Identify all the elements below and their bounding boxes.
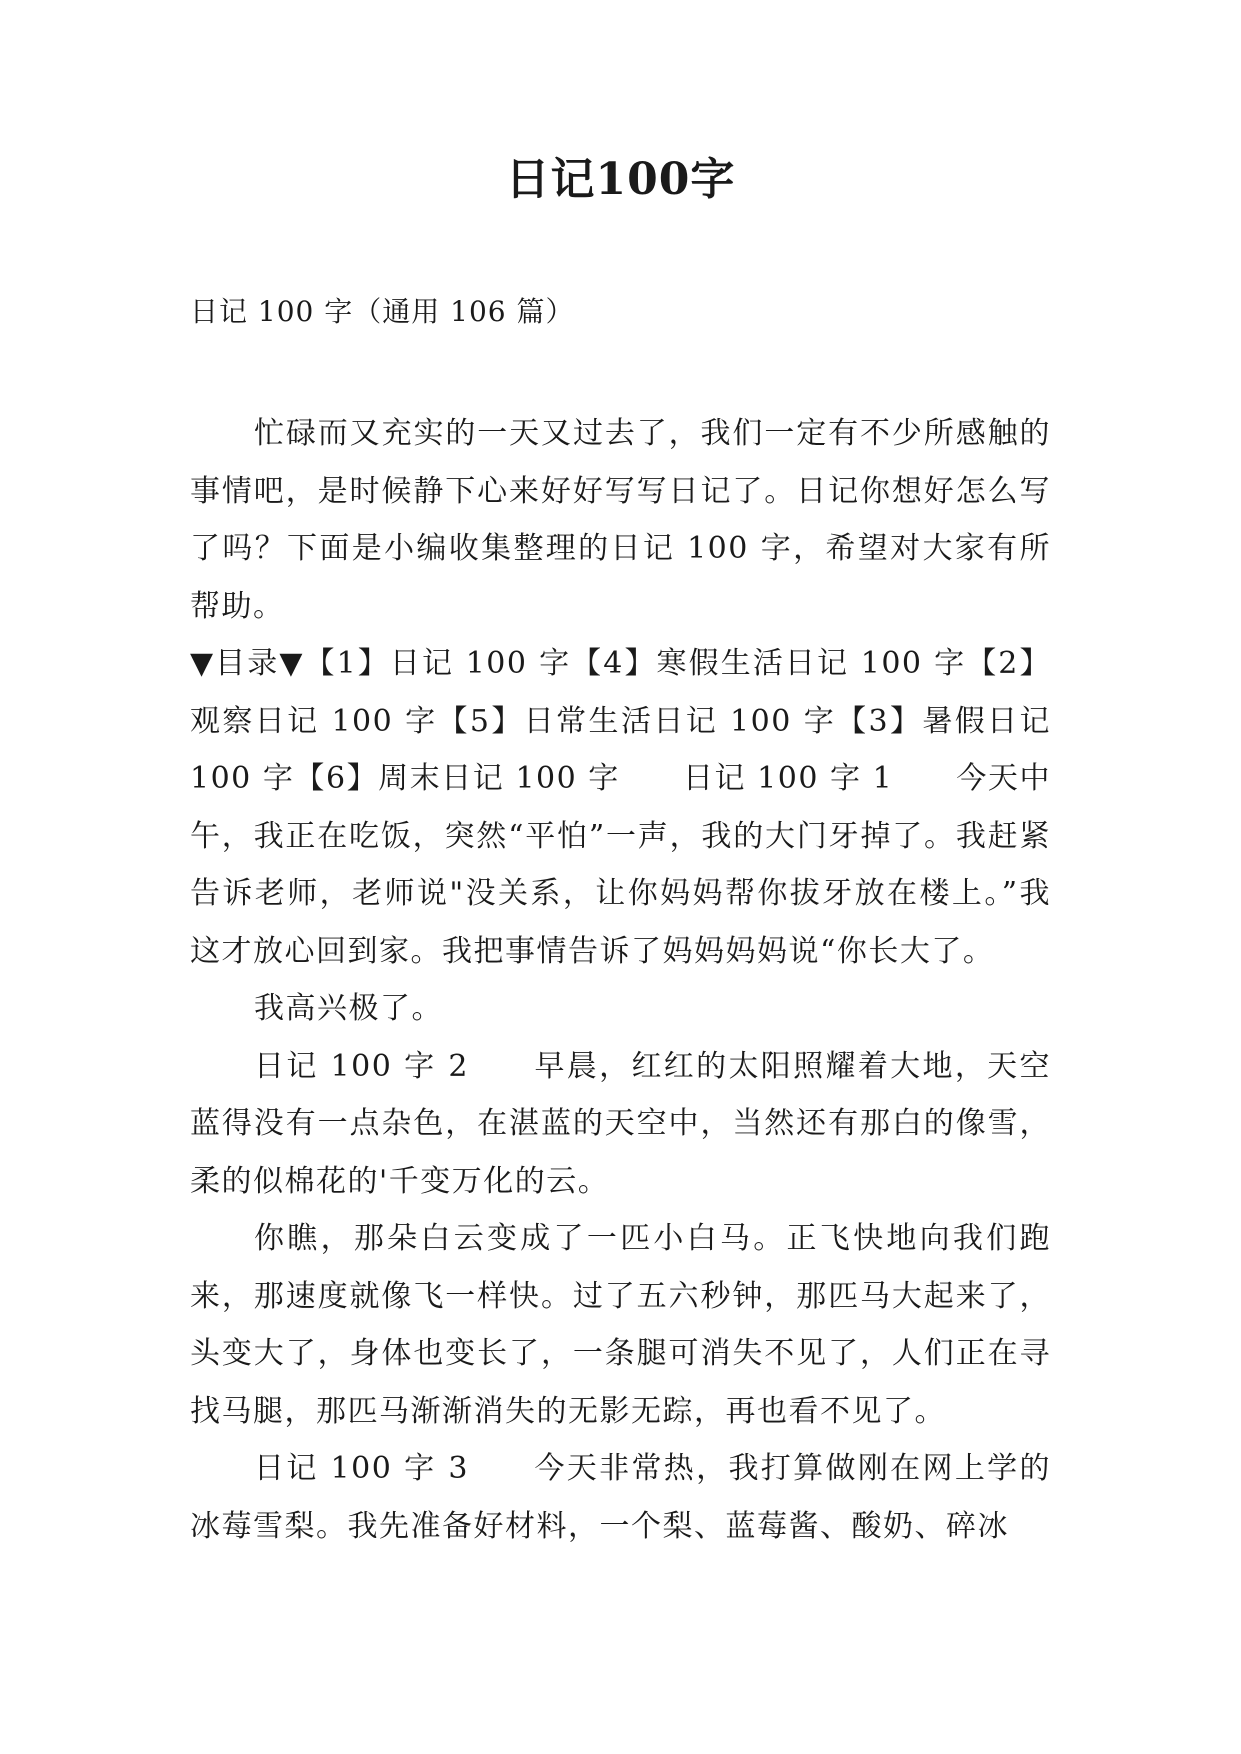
- paragraph: 日记 100 字 3 今天非常热，我打算做刚在网上学的冰莓雪梨。我先准备好材料，一个梨、蓝莓酱、酸奶、碎冰: [190, 1451, 1051, 1544]
- document-title: 日记100字: [505, 154, 736, 205]
- paragraph: 你瞧，那朵白云变成了一匹小白马。正飞快地向我们跑来，那速度就像飞一样快。过了五六秒钟，那匹马大起来了，头变大了，身体也变长了，一条腿可消失不见了，人们正在寻找马腿，那匹马渐渐消失的无影无踪，再也看不见了。: [190, 1221, 1051, 1429]
- paragraph: 我高兴极了。: [254, 991, 443, 1026]
- paragraph-intro: 忙碌而又充实的一天又过去了，我们一定有不少所感触的事情吧，是时候静下心来好好写写日记了。日记你想好怎么写了吗？下面是小编收集整理的日记 100 字，希望对大家有所帮助。: [190, 416, 1051, 624]
- document-body: [190, 405, 1051, 1555]
- paragraph: 日记 100 字 2 早晨，红红的太阳照耀着大地，天空蓝得没有一点杂色，在湛蓝的天空中，当然还有那白的像雪，柔的似棉花的'千变万化的云。: [190, 1048, 1051, 1199]
- paragraph-toc: ▼目录▼【1】日记 100 字【4】寒假生活日记 100 字【2】观察日记 100 字【5】日常生活日记 100 字【3】暑假日记 100 字【6】周末日记 100 字 日记 100 字 1 今天中午，我正在吃饭，突然“平怕”一声，我的大门牙掉了。我赶紧告诉老师，老师说"没关系，让你妈妈帮你拔牙放在楼上。”我这才放心回到家。我把事情告诉了妈妈妈妈说“你长大了。: [190, 646, 1051, 969]
- document-subtitle: 日记 100 字（通用 106 篇）: [190, 295, 575, 328]
